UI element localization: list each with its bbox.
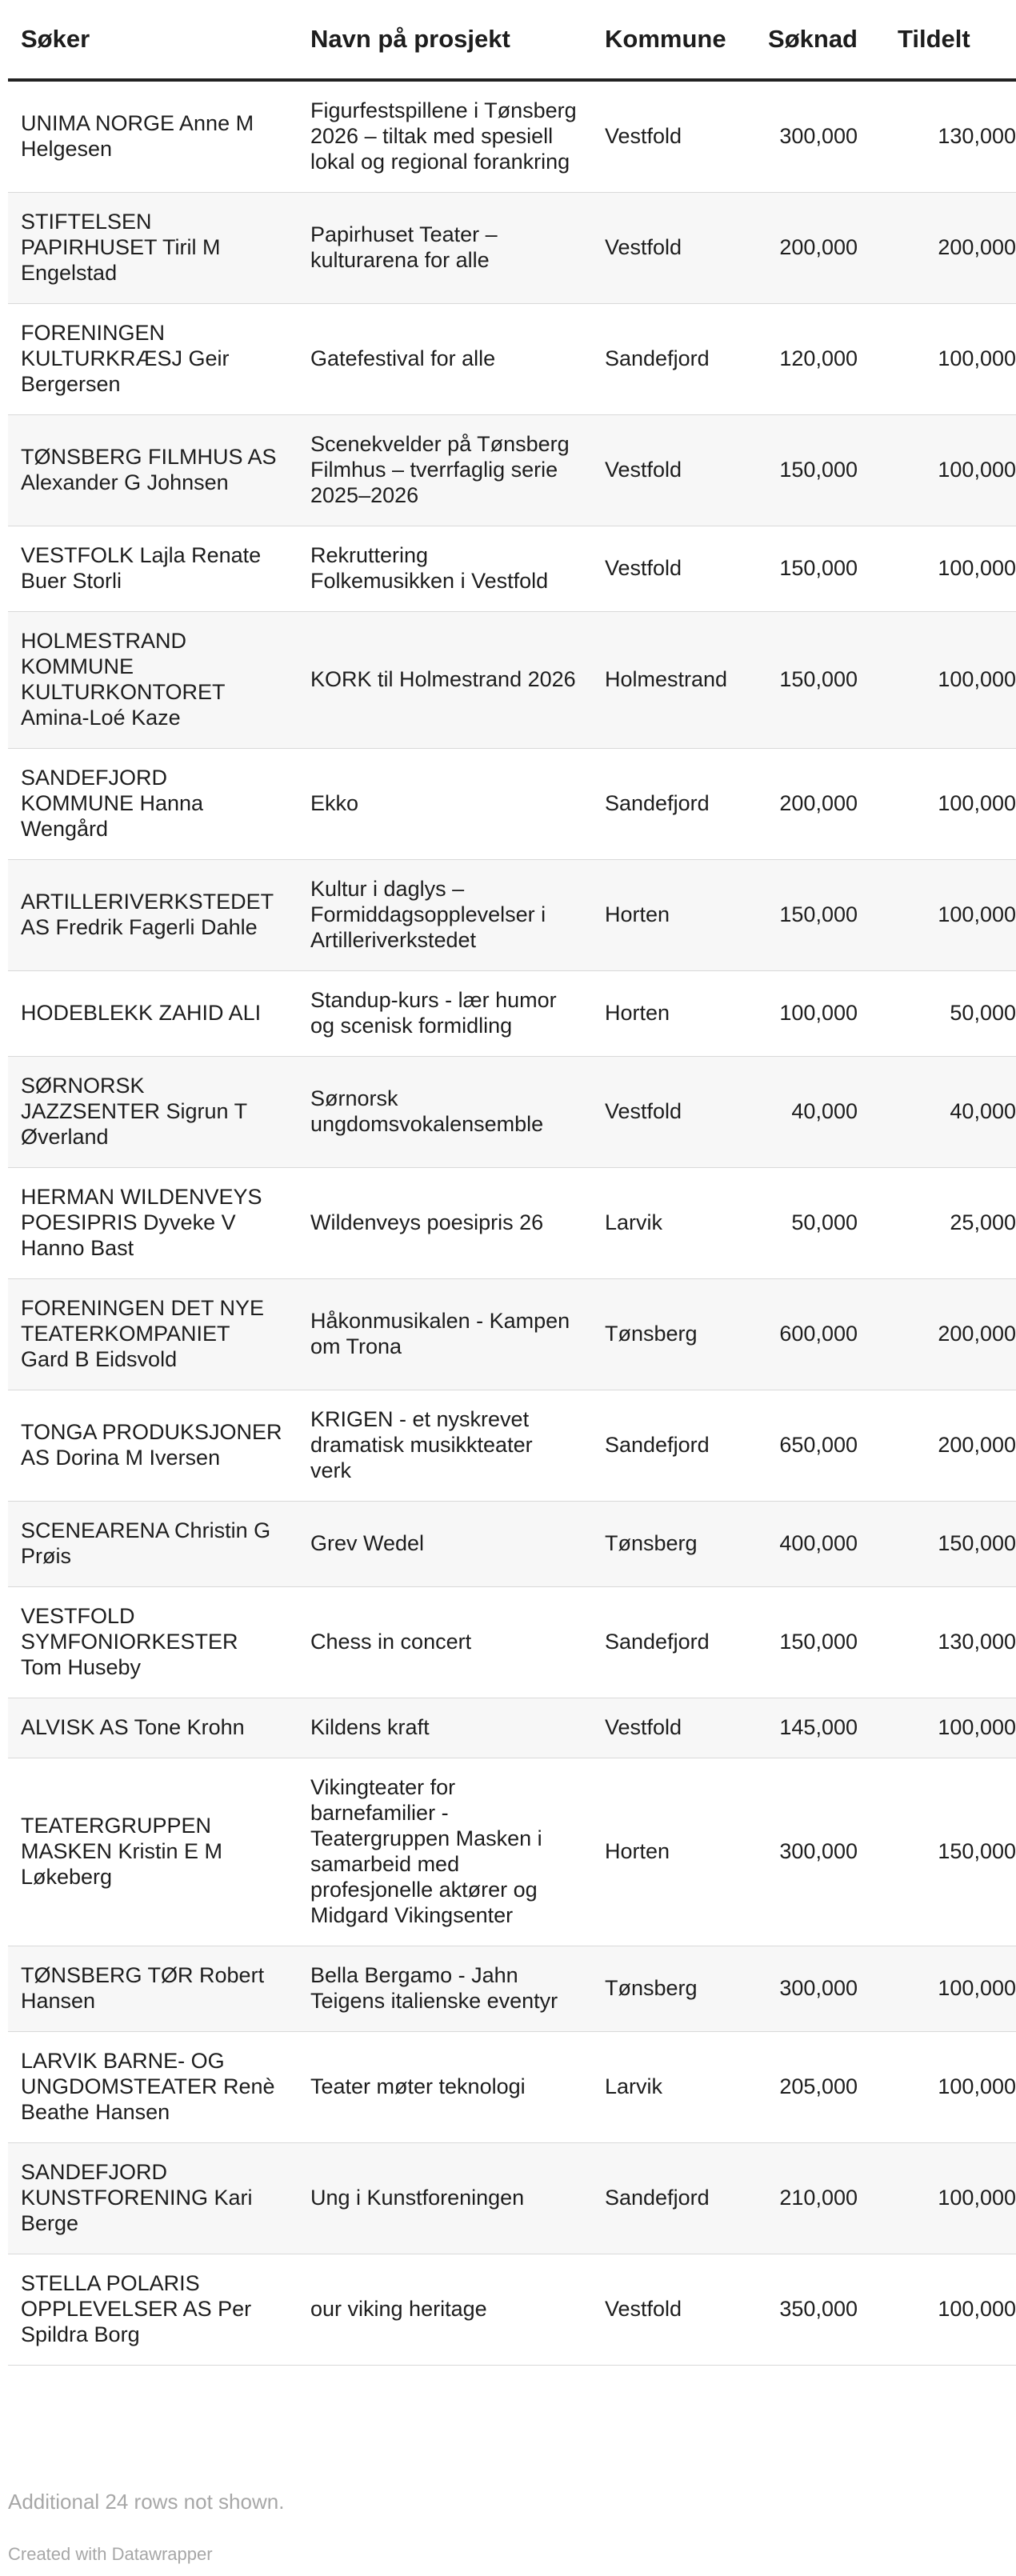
cell-tildelt: 100,000	[872, 1698, 1016, 1758]
cell-tildelt: 150,000	[872, 1502, 1016, 1587]
table-row	[8, 1587, 1016, 1698]
cell-prosjekt: Sørnorsk ungdomsvokalensemble	[298, 1057, 592, 1168]
cell-tildelt: 100,000	[872, 2143, 1016, 2254]
cell-prosjekt: Håkonmusikalen - Kampen om Trona	[298, 1279, 592, 1390]
cell-kommune: Horten	[592, 971, 758, 1057]
cell-tildelt: 130,000	[872, 1587, 1016, 1698]
cell-soknad: 300,000	[758, 80, 872, 193]
cell-soknad: 40,000	[758, 1057, 872, 1168]
cell-soknad: 150,000	[758, 1587, 872, 1698]
cell-prosjekt: Teater møter teknologi	[298, 2032, 592, 2143]
cell-soknad: 400,000	[758, 1502, 872, 1587]
cell-soknad: 200,000	[758, 749, 872, 860]
cell-tildelt: 100,000	[872, 749, 1016, 860]
cell-prosjekt: Chess in concert	[298, 1587, 592, 1698]
table-row	[8, 1946, 1016, 2032]
cell-tildelt: 200,000	[872, 193, 1016, 304]
table-row	[8, 1698, 1016, 1758]
cell-soknad: 150,000	[758, 860, 872, 971]
cell-tildelt: 200,000	[872, 1390, 1016, 1502]
cell-soknad: 145,000	[758, 1698, 872, 1758]
cell-kommune: Larvik	[592, 2032, 758, 2143]
header-soker[interactable]: Søker	[8, 0, 298, 80]
cell-tildelt: 100,000	[872, 2032, 1016, 2143]
cell-prosjekt: Ekko	[298, 749, 592, 860]
cell-soker: HOLMESTRAND KOMMUNE KULTURKONTORET Amina-Loé Kaze	[8, 612, 298, 749]
cell-prosjekt: Scenekvelder på Tønsberg Filmhus – tverrfaglig serie 2025–2026	[298, 415, 592, 526]
cell-kommune: Sandefjord	[592, 1390, 758, 1502]
cell-tildelt: 100,000	[872, 860, 1016, 971]
header-row	[8, 0, 1016, 80]
cell-soknad: 300,000	[758, 1946, 872, 2032]
cell-soker: SØRNORSK JAZZSENTER Sigrun T Øverland	[8, 1057, 298, 1168]
table-notes: Additional 24 rows not shown.	[8, 2490, 285, 2514]
cell-soker: SCENEARENA Christin G Prøis	[8, 1502, 298, 1587]
cell-soknad: 350,000	[758, 2254, 872, 2366]
cell-prosjekt: Bella Bergamo - Jahn Teigens italienske eventyr	[298, 1946, 592, 2032]
cell-soker: VESTFOLD SYMFONIORKESTER Tom Huseby	[8, 1587, 298, 1698]
table-row	[8, 1168, 1016, 1279]
cell-soker: HERMAN WILDENVEYS POESIPRIS Dyveke V Hanno Bast	[8, 1168, 298, 1279]
cell-soknad: 210,000	[758, 2143, 872, 2254]
table-row	[8, 1758, 1016, 1946]
cell-kommune: Sandefjord	[592, 1587, 758, 1698]
table-row	[8, 612, 1016, 749]
cell-prosjekt: Standup-kurs - lær humor og scenisk formidling	[298, 971, 592, 1057]
table-header	[8, 0, 1016, 80]
cell-kommune: Tønsberg	[592, 1946, 758, 2032]
cell-prosjekt: Rekruttering Folkemusikken i Vestfold	[298, 526, 592, 612]
table-row	[8, 193, 1016, 304]
header-tildelt[interactable]: Tildelt	[872, 0, 1016, 80]
cell-soknad: 650,000	[758, 1390, 872, 1502]
table-body	[8, 80, 1016, 2366]
cell-prosjekt: Figurfestspillene i Tønsberg 2026 – tiltak med spesiell lokal og regional forankring	[298, 80, 592, 193]
cell-soker: FORENINGEN KULTURKRÆSJ Geir Bergersen	[8, 304, 298, 415]
cell-soker: TONGA PRODUKSJONER AS Dorina M Iversen	[8, 1390, 298, 1502]
cell-prosjekt: Gatefestival for alle	[298, 304, 592, 415]
cell-tildelt: 100,000	[872, 526, 1016, 612]
grants-table	[8, 0, 1016, 2366]
cell-soker: STIFTELSEN PAPIRHUSET Tiril M Engelstad	[8, 193, 298, 304]
table-row	[8, 80, 1016, 193]
cell-prosjekt: Kultur i daglys – Formiddagsopplevelser i Artilleriverkstedet	[298, 860, 592, 971]
cell-kommune: Vestfold	[592, 415, 758, 526]
cell-kommune: Holmestrand	[592, 612, 758, 749]
cell-kommune: Vestfold	[592, 1057, 758, 1168]
table-row	[8, 1502, 1016, 1587]
cell-prosjekt: KORK til Holmestrand 2026	[298, 612, 592, 749]
table-row	[8, 304, 1016, 415]
cell-tildelt: 100,000	[872, 1946, 1016, 2032]
cell-kommune: Horten	[592, 860, 758, 971]
cell-soknad: 50,000	[758, 1168, 872, 1279]
cell-tildelt: 130,000	[872, 80, 1016, 193]
cell-soker: ALVISK AS Tone Krohn	[8, 1698, 298, 1758]
cell-prosjekt: our viking heritage	[298, 2254, 592, 2366]
cell-soker: SANDEFJORD KOMMUNE Hanna Wengård	[8, 749, 298, 860]
cell-soknad: 300,000	[758, 1758, 872, 1946]
cell-soker: STELLA POLARIS OPPLEVELSER AS Per Spildra Borg	[8, 2254, 298, 2366]
table-row	[8, 2254, 1016, 2366]
cell-prosjekt: Papirhuset Teater – kulturarena for alle	[298, 193, 592, 304]
cell-prosjekt: Vikingteater for barnefamilier - Teatergruppen Masken i samarbeid med profesjonelle aktører og Midgard Vikingsenter	[298, 1758, 592, 1946]
cell-kommune: Vestfold	[592, 526, 758, 612]
cell-soker: TEATERGRUPPEN MASKEN Kristin E M Løkeberg	[8, 1758, 298, 1946]
cell-kommune: Tønsberg	[592, 1502, 758, 1587]
cell-tildelt: 50,000	[872, 971, 1016, 1057]
cell-soknad: 150,000	[758, 415, 872, 526]
cell-soknad: 600,000	[758, 1279, 872, 1390]
cell-kommune: Larvik	[592, 1168, 758, 1279]
cell-prosjekt: Grev Wedel	[298, 1502, 592, 1587]
cell-kommune: Vestfold	[592, 1698, 758, 1758]
cell-tildelt: 100,000	[872, 415, 1016, 526]
cell-tildelt: 100,000	[872, 304, 1016, 415]
cell-kommune: Horten	[592, 1758, 758, 1946]
header-soknad[interactable]: Søknad	[758, 0, 872, 80]
table-row	[8, 1279, 1016, 1390]
cell-soker: FORENINGEN DET NYE TEATERKOMPANIET Gard B Eidsvold	[8, 1279, 298, 1390]
table-row	[8, 749, 1016, 860]
cell-soker: SANDEFJORD KUNSTFORENING Kari Berge	[8, 2143, 298, 2254]
table-row	[8, 415, 1016, 526]
cell-tildelt: 40,000	[872, 1057, 1016, 1168]
table-row	[8, 2032, 1016, 2143]
cell-soker: TØNSBERG FILMHUS AS Alexander G Johnsen	[8, 415, 298, 526]
table-row	[8, 971, 1016, 1057]
cell-tildelt: 200,000	[872, 1279, 1016, 1390]
table-row	[8, 526, 1016, 612]
cell-tildelt: 100,000	[872, 2254, 1016, 2366]
cell-tildelt: 100,000	[872, 612, 1016, 749]
cell-kommune: Vestfold	[592, 2254, 758, 2366]
cell-soker: ARTILLERIVERKSTEDET AS Fredrik Fagerli Dahle	[8, 860, 298, 971]
cell-soker: HODEBLEKK ZAHID ALI	[8, 971, 298, 1057]
cell-prosjekt: Ung i Kunstforeningen	[298, 2143, 592, 2254]
cell-soknad: 150,000	[758, 526, 872, 612]
cell-soknad: 205,000	[758, 2032, 872, 2143]
header-kommune[interactable]: Kommune	[592, 0, 758, 80]
cell-kommune: Vestfold	[592, 80, 758, 193]
cell-kommune: Sandefjord	[592, 2143, 758, 2254]
cell-kommune: Sandefjord	[592, 749, 758, 860]
cell-tildelt: 150,000	[872, 1758, 1016, 1946]
cell-kommune: Tønsberg	[592, 1279, 758, 1390]
table-row	[8, 860, 1016, 971]
cell-soknad: 200,000	[758, 193, 872, 304]
cell-prosjekt: Kildens kraft	[298, 1698, 592, 1758]
cell-soker: UNIMA NORGE Anne M Helgesen	[8, 80, 298, 193]
cell-prosjekt: KRIGEN - et nyskrevet dramatisk musikkteater verk	[298, 1390, 592, 1502]
cell-soker: TØNSBERG TØR Robert Hansen	[8, 1946, 298, 2032]
cell-kommune: Vestfold	[592, 193, 758, 304]
cell-soker: VESTFOLK Lajla Renate Buer Storli	[8, 526, 298, 612]
cell-soknad: 100,000	[758, 971, 872, 1057]
cell-soker: LARVIK BARNE- OG UNGDOMSTEATER Renè Beathe Hansen	[8, 2032, 298, 2143]
header-prosjekt[interactable]: Navn på prosjekt	[298, 0, 592, 80]
cell-soknad: 120,000	[758, 304, 872, 415]
table-viewport	[8, 0, 1016, 2576]
table-row	[8, 1390, 1016, 1502]
cell-soknad: 150,000	[758, 612, 872, 749]
credit-link[interactable]: Created with Datawrapper	[8, 2544, 213, 2564]
table-row	[8, 1057, 1016, 1168]
table-row	[8, 2143, 1016, 2254]
cell-prosjekt: Wildenveys poesipris 26	[298, 1168, 592, 1279]
cell-tildelt: 25,000	[872, 1168, 1016, 1279]
cell-kommune: Sandefjord	[592, 304, 758, 415]
